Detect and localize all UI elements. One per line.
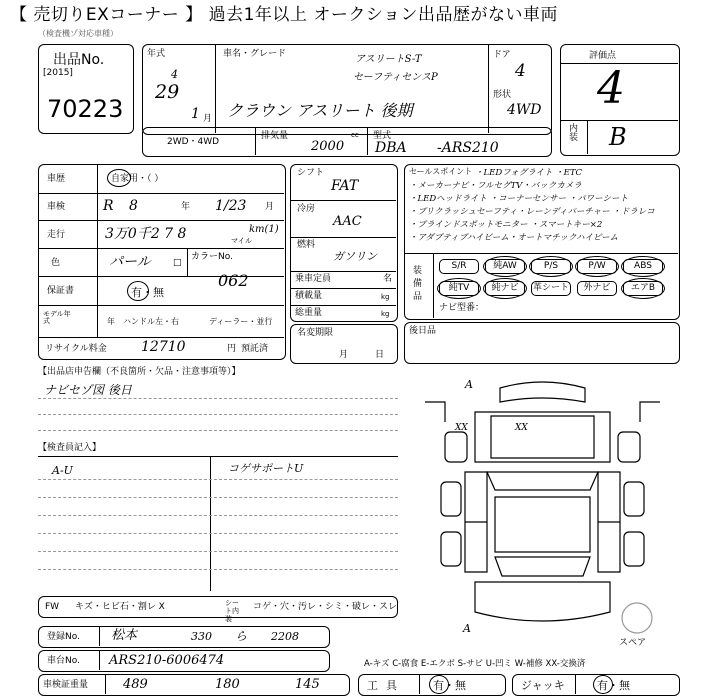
- tools-value: 有・無: [433, 679, 466, 692]
- color-mark: □: [173, 258, 182, 268]
- equipment-label: 装備品: [413, 266, 423, 302]
- score-value: 4: [597, 63, 625, 114]
- cert-label: 車検証重量: [43, 680, 89, 690]
- equip-leather-seat: 革シート: [531, 281, 571, 296]
- warranty-circle: [127, 281, 149, 301]
- name-change-box: [290, 324, 398, 364]
- model-row-c3: 左・右: [155, 317, 179, 326]
- doors-value: 4: [515, 61, 526, 81]
- weight-unit: kg: [381, 310, 390, 318]
- model-code-label: 型式: [373, 131, 392, 141]
- warranty-value: 有・無: [131, 286, 164, 299]
- year-label: 年式: [147, 49, 166, 59]
- model-row-label: モデル年式: [43, 310, 71, 325]
- mileage-unit: マイル: [231, 237, 252, 245]
- top-clip-text: （検査機ゾ対応車種）: [38, 29, 118, 38]
- fw-scratch: キズ・ヒビ石・割レ X: [75, 602, 165, 612]
- inspector-label: 【検査員記入】: [38, 443, 102, 453]
- recycle-label: リサイクル料金: [45, 344, 107, 354]
- history-circle: [107, 169, 131, 187]
- name-change-day: 日: [375, 350, 385, 360]
- mileage-value: 3万0千2 7 8: [105, 226, 187, 242]
- equip-circle-1: [483, 256, 527, 277]
- sales-line-4: ・プリクラッシュセーフティ・レーンディパーチャー ・ドラレコ: [409, 207, 655, 217]
- color-no-value: 062: [218, 271, 249, 290]
- capacity-unit: 名: [383, 274, 393, 284]
- model-label: 車名・グレード: [223, 49, 287, 59]
- equip-circle-7: [621, 278, 665, 299]
- equip-circle-3: [575, 256, 619, 277]
- color-label: 色: [51, 258, 61, 268]
- load-label: 積載量: [295, 291, 323, 301]
- history-label: 車歴: [47, 174, 66, 184]
- diagram-mark-front: A: [465, 378, 473, 391]
- registration-num: 330: [191, 630, 212, 643]
- sales-equipment-box: [404, 164, 680, 320]
- mileage-note: km(1): [249, 224, 279, 235]
- fw-label: FW: [45, 602, 60, 612]
- grade-line1: アスリートS-T: [355, 54, 422, 65]
- later-install-box: [404, 322, 680, 364]
- inspector-right: コゲサポートU: [228, 462, 304, 475]
- weight-label: 総重量: [295, 308, 323, 318]
- inspector-area: [38, 456, 398, 590]
- capacity-label: 乗車定員: [295, 274, 332, 284]
- lot-box: [38, 44, 134, 134]
- lot-year-stamp: [2015]: [43, 68, 73, 78]
- cert-weight-row: [38, 674, 350, 696]
- sales-line-5: ・ブラインドスポットモニター ・スマートキー×2: [409, 220, 603, 230]
- diagram-mark-left-front: XX: [455, 423, 468, 433]
- equip-power-window: P/W: [577, 259, 617, 274]
- cert-value-2: 180: [215, 677, 240, 692]
- equip-circle-4: [621, 256, 665, 277]
- header-banner: 【 売切りEXコーナー 】 過去1年以上 オークション出品歴がない車両: [10, 5, 558, 25]
- report-text: ナビセゾ図 後日: [44, 383, 132, 397]
- color-no-label: カラーNo.: [191, 252, 233, 262]
- color-value: パール: [109, 254, 151, 270]
- recycle-note: 預託済: [241, 344, 269, 354]
- equip-abs: ABS: [623, 259, 663, 274]
- drive-label: 2WD・4WD: [167, 137, 220, 147]
- registration-row: [38, 626, 330, 648]
- name-change-label: 名変期限: [297, 328, 334, 338]
- displacement-value: 2000: [311, 139, 345, 154]
- spec-row: [142, 127, 552, 157]
- equip-factory-tv: 純TV: [439, 281, 479, 296]
- inspection-month-unit: 月: [265, 202, 275, 212]
- fw-row: [38, 596, 398, 623]
- load-unit: kg: [381, 293, 390, 301]
- tools-circle: [429, 675, 449, 694]
- fuel-label: 燃料: [297, 240, 316, 250]
- model-row-c2: ハンドル: [123, 317, 155, 326]
- displacement-unit: cc: [351, 131, 359, 139]
- inspector-left: A-U: [52, 464, 73, 477]
- registration-place: 松本: [111, 628, 138, 643]
- cert-value-1: 489: [123, 677, 148, 692]
- mileage-label: 走行: [47, 230, 66, 240]
- sales-line-1: ・LEDフォグライト ・ETC: [475, 168, 583, 178]
- equip-power-steering: P/S: [531, 259, 571, 274]
- inspection-year: 8: [129, 198, 138, 214]
- fw-seat-label: シート内装: [225, 599, 239, 623]
- year-month: 1: [191, 106, 200, 122]
- tools-label: 工具: [367, 679, 405, 692]
- inspection-year-unit: 年: [181, 202, 191, 212]
- chassis-row: [38, 650, 330, 672]
- inspection-era: R: [103, 198, 114, 214]
- model-name: クラウン アスリート 後期: [227, 101, 413, 120]
- equip-circle-6: [483, 278, 527, 299]
- year-month-unit: 月: [203, 114, 213, 124]
- recycle-unit: 円: [227, 344, 237, 354]
- recycle-value: 12710: [141, 339, 186, 355]
- jack-circle: [593, 675, 613, 694]
- cooling-label: 冷房: [297, 204, 316, 214]
- interior-label: 内装: [569, 124, 579, 143]
- equip-sunroof: S/R: [439, 259, 479, 274]
- details-table: [38, 164, 286, 360]
- grade-line2: セーフティセンスP: [353, 72, 438, 83]
- spare-label: スペア: [619, 638, 647, 648]
- cooling-value: AAC: [333, 214, 362, 229]
- shape-value: 4WD: [507, 102, 542, 118]
- equip-alloy-wheel: 純AW: [485, 259, 525, 274]
- middle-table: [290, 164, 398, 322]
- name-change-month: 月: [339, 350, 349, 360]
- fw-seat: コゲ・穴・汚レ・シミ・破レ・スレ: [253, 602, 398, 612]
- displacement-label: 排気量: [261, 131, 289, 141]
- navi-model-label: ナビ型番：: [439, 303, 485, 313]
- chassis-value: ARS210-6006474: [109, 653, 225, 668]
- car-damage-diagram: [405, 372, 680, 648]
- registration-kana: ら: [235, 629, 248, 643]
- model-row-c1: 年: [107, 317, 115, 326]
- shift-label: シフト: [297, 168, 325, 178]
- jack-row: [512, 674, 680, 696]
- lot-number: 70223: [47, 95, 124, 123]
- doors-label: ドア: [493, 50, 511, 60]
- later-install-label: 後日品: [409, 326, 437, 336]
- sales-line-6: ・アダプティブハイビーム・オートマチックハイビーム: [409, 233, 619, 243]
- interior-value: B: [609, 123, 627, 151]
- equip-airbag: エアB: [623, 281, 663, 296]
- equip-factory-navi: 純ナビ: [485, 281, 525, 296]
- equip-aftermarket-navi: 外ナビ: [577, 281, 617, 296]
- model-code-value: -ARS210: [437, 140, 499, 156]
- inspection-month-day: 1/23: [215, 198, 247, 214]
- shape-label: 形状: [493, 90, 512, 100]
- vehicle-box: [142, 44, 552, 135]
- sales-line-3: ・LEDヘッドライト ・コーナーセンサー ・パワーシート: [409, 194, 628, 204]
- jack-value: 有・無: [597, 679, 630, 692]
- score-label: 評価点: [589, 51, 617, 61]
- year-mark: 4: [171, 68, 178, 81]
- jack-label: ジャッキ: [521, 679, 565, 692]
- tools-row: [358, 674, 506, 696]
- sales-line-2: ・メーカーナビ・フルセグTV・バックカメラ: [409, 181, 582, 191]
- history-value: 自家用・（ ）: [111, 174, 164, 184]
- equip-circle-5: [437, 278, 481, 299]
- shift-value: FAT: [331, 178, 359, 194]
- diagram-mark-right-front: XX: [515, 423, 528, 433]
- sales-points-label: セールスポイント: [409, 167, 473, 176]
- year-value: 29: [155, 81, 180, 103]
- report-label: 【出品店申告欄（不良箇所・欠品・注意事項等）】: [38, 367, 241, 377]
- warranty-label: 保証書: [47, 286, 75, 296]
- equip-circle-2: [529, 256, 573, 277]
- diagram-mark-rear: A: [463, 622, 471, 635]
- cert-value-3: 145: [295, 677, 320, 692]
- registration-label: 登録No.: [47, 632, 80, 642]
- lot-label: 出品No.: [53, 52, 105, 68]
- damage-legend: A-キズ C-腐食 E-エクボ S-サビ U-凹ミ W-補修 XX-交換済: [364, 659, 586, 669]
- score-box: [560, 44, 680, 156]
- model-row-c4: ディーラー・並行: [209, 317, 273, 326]
- model-code-prefix: DBA: [375, 140, 407, 156]
- registration-serial: 2208: [271, 630, 299, 643]
- chassis-label: 車台No.: [47, 656, 80, 666]
- inspection-label: 車検: [47, 202, 66, 212]
- fuel-value: ガソリン: [333, 250, 377, 263]
